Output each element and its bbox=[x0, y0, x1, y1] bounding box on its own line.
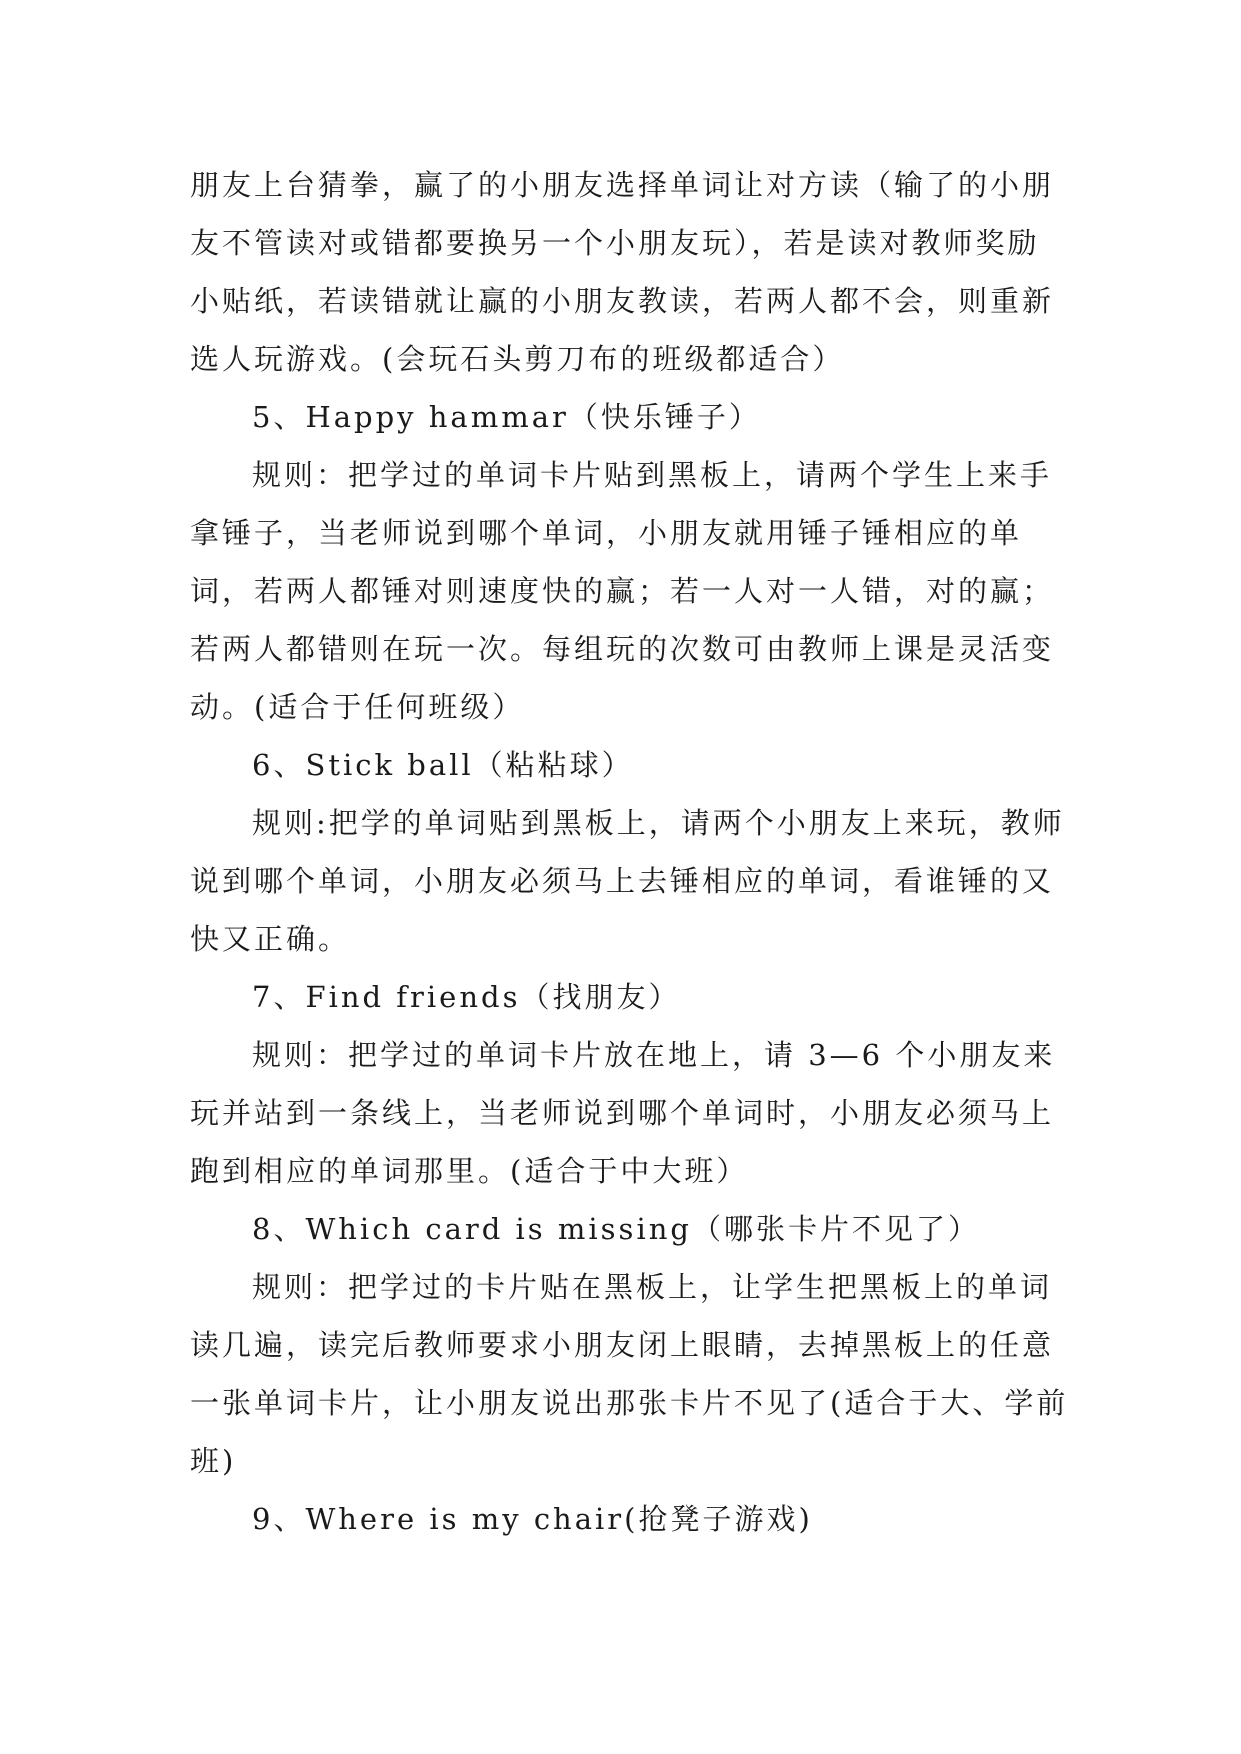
heading-stick-ball: 6、Stick ball（粘粘球） bbox=[252, 748, 634, 782]
heading-which-card-missing: 8、Which card is missing（哪张卡片不见了） bbox=[252, 1212, 980, 1246]
rule-find-friends: 规则：把学过的单词卡片放在地上，请 3—6 个小朋友来玩并站到一条线上，当老师说到哪个单词时，小朋友必须马上跑到相应的单词那里。(适合于中大班） bbox=[190, 1038, 1056, 1188]
heading-where-is-my-chair: 9、Where is my chair(抢凳子游戏) bbox=[252, 1502, 813, 1536]
rule-stick-ball: 规则:把学的单词贴到黑板上，请两个小朋友上来玩，教师说到哪个单词，小朋友必须马上去锤相应的单词，看谁锤的又快又正确。 bbox=[190, 806, 1065, 956]
document-body bbox=[190, 156, 1070, 1548]
paragraph-continuation: 朋友上台猜拳，赢了的小朋友选择单词让对方读（输了的小朋友不管读对或错都要换另一个小朋友玩），若是读对教师奖励小贴纸，若读错就让赢的小朋友教读，若两人都不会，则重新选人玩游戏。(会玩石头剪刀布的班级都适合） bbox=[190, 168, 1055, 376]
heading-find-friends: 7、Find friends（找朋友） bbox=[252, 980, 681, 1014]
rule-which-card-missing: 规则：把学过的卡片贴在黑板上，让学生把黑板上的单词读几遍，读完后教师要求小朋友闭上眼睛，去掉黑板上的任意一张单词卡片，让小朋友说出那张卡片不见了(适合于大、学前班) bbox=[190, 1270, 1069, 1478]
rule-happy-hammar: 规则：把学过的单词卡片贴到黑板上，请两个学生上来手拿锤子，当老师说到哪个单词，小朋友就用锤子锤相应的单词，若两人都锤对则速度快的赢；若一人对一人错，对的赢；若两人都错则在玩一次。每组玩的次数可由教师上课是灵活变动。(适合于任何班级） bbox=[190, 458, 1055, 724]
heading-happy-hammar: 5、Happy hammar（快乐锤子） bbox=[252, 400, 761, 434]
